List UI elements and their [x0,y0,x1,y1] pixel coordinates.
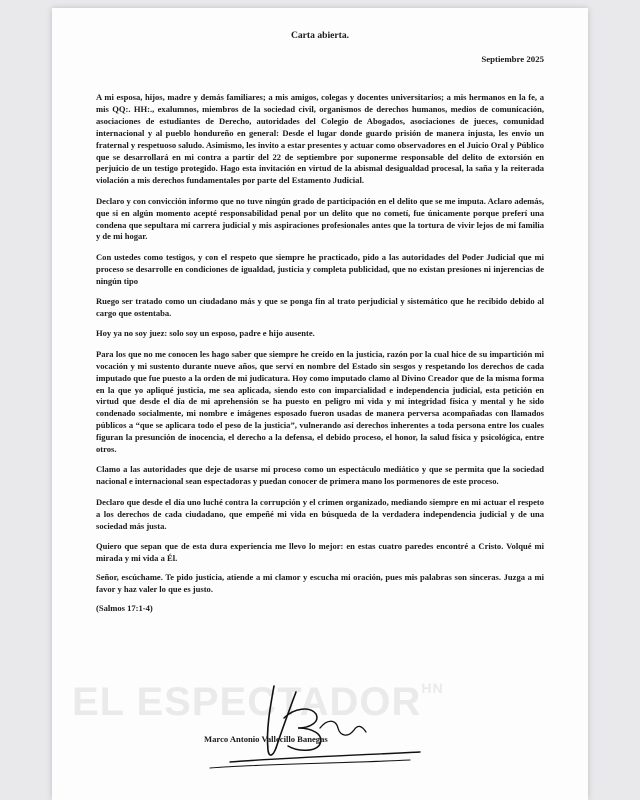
paragraph-6: Para los que no me conocen les hago saber que siempre he creído en la justicia, razón por la cual hice de su impartición mi vocación y mi sustento durante nueve años, que serví en nombre del Estado sin sesgos y respetando los derechos de cada imputado que fue puesto a la orden de mi judicatura. Hoy como imputado clamo al Divino Creador que de la misma forma en la que yo apliqué justicia, me sea aplicada, siendo esto con imparcialidad e independencia judicial, esta petición en virtud que desde el día de mi aprehensión se ha puesto en peligro mi vida y mi integridad física y mental y he sido condenado socialmente, mi nombre e imágenes esposado fueron usadas de manera perversa acompañadas con llamados públicos a “que se aplicara todo el peso de la justicia”, vulnerando así derechos inherentes a toda persona entre los cuales figuran la presunción de inocencia, el derecho a la defensa, el debido proceso, el honor, la salud física y psicológica, entre otros. [96,348,544,455]
signer-name: Marco Antonio Vallecillo Banegas [204,734,328,744]
bible-reference: (Salmos 17:1-4) [96,602,153,613]
watermark-text: EL ESPECTADOR [72,680,422,724]
watermark-suffix: HN [421,680,444,696]
paragraph-4: Ruego ser tratado como un ciudadano más y que se ponga fin al trato perjudicial y sistemático que he recibido debido al cargo que ostentaba. [96,296,544,318]
paragraph-2: Declaro y con convicción informo que no tuve ningún grado de participación en el delito que se me imputa. Aclaro además, que si en algún momento acepté responsabilidad penal por un delito que no cometí, fue únicamente porque preferí una condena que sepultara mi carrera judicial y mis aspiraciones profesionales antes que la tortura de vivir lejos de mi familia y de mi hogar. [96,195,544,242]
paragraph-10: Señor, escúchame. Te pido justicia, atiende a mi clamor y escucha mi oración, pues mis palabras son sinceras. Juzga a mi favor y haz valer lo que es justo. [96,571,544,594]
paragraph-7: Clamo a las autoridades que deje de usarse mi proceso como un espectáculo mediático y que se permita que la sociedad nacional e internacional sean espectadoras y puedan conocer de primera mano los pormenores de este proceso. [96,464,544,487]
paragraph-5: Hoy ya no soy juez: solo soy un esposo, padre e hijo ausente. [96,328,315,339]
letter-title: Carta abierta. [290,30,350,41]
paragraph-8: Declaro que desde el día uno luché contra la corrupción y el crimen organizado, mediando siempre en mi actuar el respeto a los derechos de cada ciudadano, que empeñé mi vida en búsqueda de la verdadera independencia judicial y de una sociedad más justa. [96,496,544,531]
letter-date: Septiembre 2025 [481,54,544,64]
signature-image [170,668,430,778]
paragraph-1: A mi esposa, hijos, madre y demás familiares; a mis amigos, colegas y docentes universitarios; a mis hermanos en la fe, a mis QQ:. HH:., exalumnos, miembros de la sociedad civil, organismos de derechos humanos, medios de comunicación, asociaciones de estudiantes de Derecho, autoridades del Colegio de Abogados, asociaciones de jueces, comunidad internacional y al pueblo hondureño en general: Desde el lugar donde guardo prisión de manera injusta, les envío un fraternal y respetuoso saludo. Asimismo, les invito a estar presentes y actuar como observadores en el Juicio Oral y Público que se desarrollará en mi contra a partir del 22 de septiembre por suponerme responsable del delito de extorsión en perjuicio de un testigo protegido. Hago esta invitación en virtud de la abismal desigualdad procesal, la saña y la reiterada violación a mis derechos fundamentales por parte del Estamento Judicial. [96,92,544,186]
paragraph-9: Quiero que sepan que de esta dura experiencia me llevo lo mejor: en estas cuatro paredes encontré a Cristo. Volqué mi mirada y mi vida a Él. [96,541,544,563]
paragraph-3: Con ustedes como testigos, y con el respeto que siempre he practicado, pido a las autoridades del Poder Judicial que mi proceso se desarrolle en condiciones de igualdad, justicia y completa publicidad, que no existan presiones ni injerencias de ningún tipo [96,251,544,286]
